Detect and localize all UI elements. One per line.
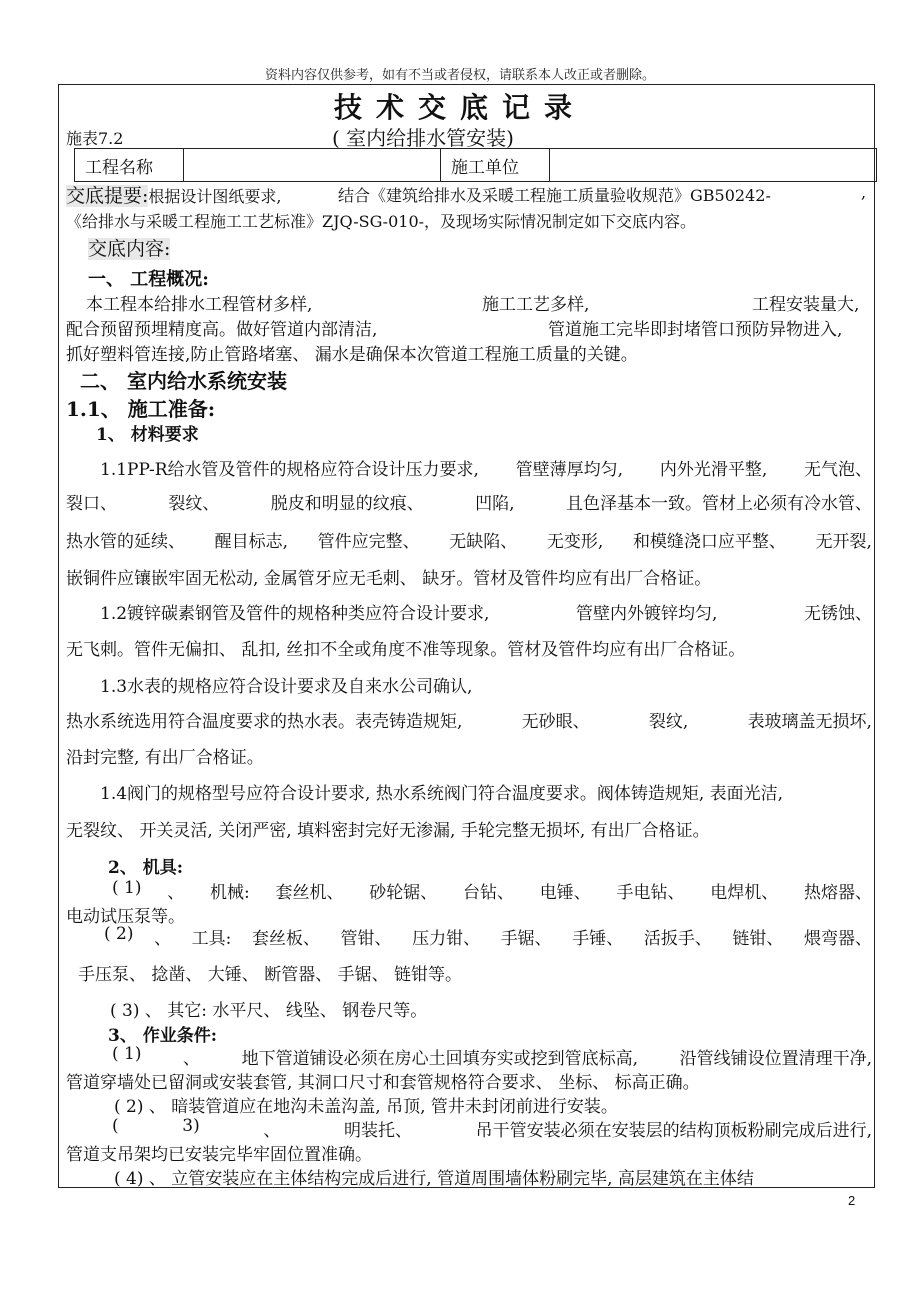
tools-line-3: ( 3) 、 其它: 水平尺、 线坠、 钢卷尺等。	[110, 1001, 428, 1021]
project-name-label: 工程名称	[75, 149, 184, 182]
p14-line-2: 无裂纹、 开关灵活, 关闭严密, 填料密封完好无渗漏, 手轮完整无损坏, 有出厂合格证。	[66, 821, 710, 841]
cond-line-3a: ( 3) 、 明装托、 吊干管安装必须在安装层的结构顶板粉刷完成后进行,	[112, 1116, 872, 1141]
form-number: 施表7.2	[66, 129, 124, 148]
project-info-table	[74, 148, 877, 182]
s1-line-2b: 管道施工完毕即封堵管口预防异物进入,	[548, 320, 843, 340]
cond-line-2: ( 2) 、 暗装管道应在地沟未盖沟盖, 吊顶, 管井未封闭前进行安装。	[114, 1097, 618, 1117]
summary-line-1c: ,	[861, 183, 867, 202]
construction-unit-field[interactable]	[550, 149, 877, 182]
cond-line-4: ( 4) 、 立管安装应在主体结构完成后进行, 管道周围墙体粉刷完毕, 高层建筑在主体结	[114, 1169, 754, 1189]
tools-line-1: ( 1) 、 机械: 套丝机、 砂轮锯、 台钻、 电锤、 手电钻、 电焊机、 热熔器、	[112, 878, 872, 903]
s1-line-1a: 本工程本给排水工程管材多样,	[86, 295, 313, 315]
p11-line-3: 热水管的延续、 醒目标志, 管件应完整、 无缺陷、 无变形, 和模缝浇口应平整、 无开裂,	[66, 532, 872, 552]
summary-line-1	[66, 181, 282, 208]
tools-line-1b: 电动试压泵等。	[66, 907, 185, 927]
s1-line-2a: 配合预留预埋精度高。做好管道内部清洁,	[66, 320, 378, 340]
p11-line-4: 嵌铜件应镶嵌牢固无松动, 金属管牙应无毛刺、 缺牙。管材及管件均应有出厂合格证。	[66, 569, 712, 589]
page-subtitle: ( 室内给排水管安装)	[332, 126, 514, 150]
cond-line-1b: 管道穿墙处已留洞或安装套管, 其洞口尺寸和套管规格符合要求、 坐标、 标高正确。	[66, 1073, 700, 1093]
p11-line-2: 裂口、 裂纹、 脱皮和明显的纹痕、 凹陷, 且色泽基本一致。管材上必须有冷水管、	[66, 494, 872, 514]
tools-heading: 2、 机具:	[108, 858, 184, 878]
copyright-notice: 资料内容仅供参考，如有不当或者侵权，请联系本人改正或者删除。	[264, 68, 655, 83]
cond-line-1a: ( 1) 、 地下管道铺设必须在房心土回填夯实或挖到管底标高, 沿管线铺设位置清理干净,	[112, 1044, 872, 1069]
section-1-heading: 一、 工程概况:	[88, 269, 209, 290]
s1-line-1c: 工程安装量大,	[752, 295, 860, 315]
tools-line-2: ( 2) 、 工具: 套丝板、 管钳、 压力钳、 手锯、 手锤、 活扳手、 链钳、 煨弯器、	[104, 924, 872, 949]
p11-line-1: 1.1PP-R给水管及管件的规格应符合设计压力要求, 管壁薄厚均匀, 内外光滑平整, 无气泡、	[100, 460, 872, 480]
summary-line-2: 《给排水与采暖工程施工工艺标准》ZJQ-SG-010-，及现场实际情况制定如下交底内容。	[66, 212, 697, 231]
p13-line-2: 热水系统选用符合温度要求的热水表。表壳铸造规矩, 无砂眼、 裂纹, 表玻璃盖无损坏,	[66, 712, 872, 732]
page-title: 技术交底记录	[333, 91, 586, 124]
section-2-1-heading: 1.1、 施工准备:	[66, 397, 216, 421]
summary-text: 根据设计图纸要求,	[148, 187, 282, 206]
p12-line-2: 无飞刺。管件无偏扣、 乱扣, 丝扣不全或角度不准等现象。管材及管件均应有出厂合格证。	[66, 640, 746, 660]
cond-line-3b: 管道支吊架均已安装完毕牢固位置准确。	[66, 1145, 372, 1165]
section-2-heading: 二、 室内给水系统安装	[80, 369, 287, 393]
summary-label: 交底提要:	[66, 185, 149, 207]
p13-line-3: 沿封完整, 有出厂合格证。	[66, 748, 264, 768]
project-name-field[interactable]	[184, 149, 441, 182]
content-label-wrap	[88, 234, 170, 261]
conditions-heading: 3、 作业条件:	[108, 1026, 218, 1046]
summary-line-1b: 结合《建筑给排水及采暖工程施工质量验收规范》GB50242-	[338, 186, 771, 205]
s1-line-3: 抓好塑料管连接,防止管路堵塞、 漏水是确保本次管道工程施工质量的关键。	[66, 345, 638, 365]
s1-line-1b: 施工工艺多样,	[482, 295, 590, 315]
tools-line-2b: 手压泵、 捻凿、 大锤、 断管器、 手锯、 链钳等。	[78, 965, 463, 985]
construction-unit-label: 施工单位	[441, 149, 550, 182]
p12-line-1: 1.2镀锌碳素钢管及管件的规格种类应符合设计要求, 管壁内外镀锌均匀, 无锈蚀、	[100, 604, 872, 624]
content-label: 交底内容:	[88, 238, 171, 260]
p13-line-1: 1.3水表的规格应符合设计要求及自来水公司确认,	[100, 677, 473, 697]
p14-line-1: 1.4阀门的规格型号应符合设计要求, 热水系统阀门符合温度要求。阀体铸造规矩, 表面光洁,	[100, 784, 784, 804]
page-number: 2	[848, 1193, 856, 1208]
materials-heading: 1、 材料要求	[96, 425, 199, 445]
